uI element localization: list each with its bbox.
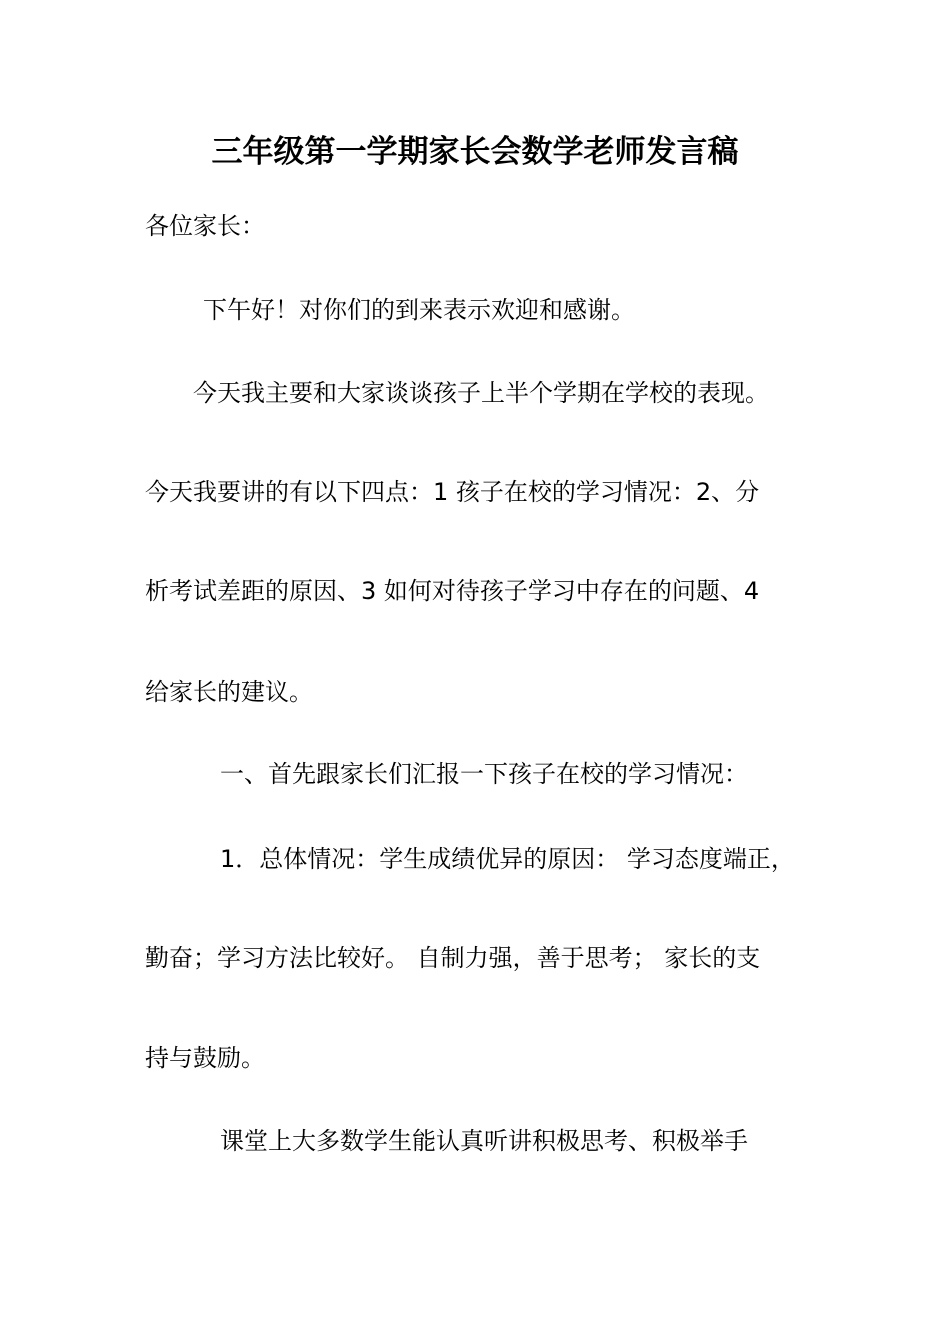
section-heading-line: 一、首先跟家长们汇报一下孩子在校的学习情况： xyxy=(220,760,748,788)
document-title: 三年级第一学期家长会数学老师发言稿 xyxy=(211,134,739,170)
paragraph-line: 今天我要讲的有以下四点：1 孩子在校的学习情况：2、分 xyxy=(145,478,760,506)
paragraph-line: 持与鼓励。 xyxy=(145,1044,265,1072)
paragraph-line: 1．总体情况：学生成绩优异的原因： 学习态度端正， xyxy=(220,845,795,873)
paragraph-line: 下午好！对你们的到来表示欢迎和感谢。 xyxy=(203,296,635,324)
paragraph-line: 今天我主要和大家谈谈孩子上半个学期在学校的表现。 xyxy=(193,379,769,407)
greeting-line: 各位家长： xyxy=(145,212,265,240)
paragraph-line: 给家长的建议。 xyxy=(145,678,313,706)
paragraph-line: 析考试差距的原因、3 如何对待孩子学习中存在的问题、4 xyxy=(145,577,760,605)
paragraph-line: 勤奋；学习方法比较好。 自制力强，善于思考； 家长的支 xyxy=(145,944,761,972)
paragraph-line: 课堂上大多数学生能认真听讲积极思考、积极举手 xyxy=(220,1127,748,1155)
